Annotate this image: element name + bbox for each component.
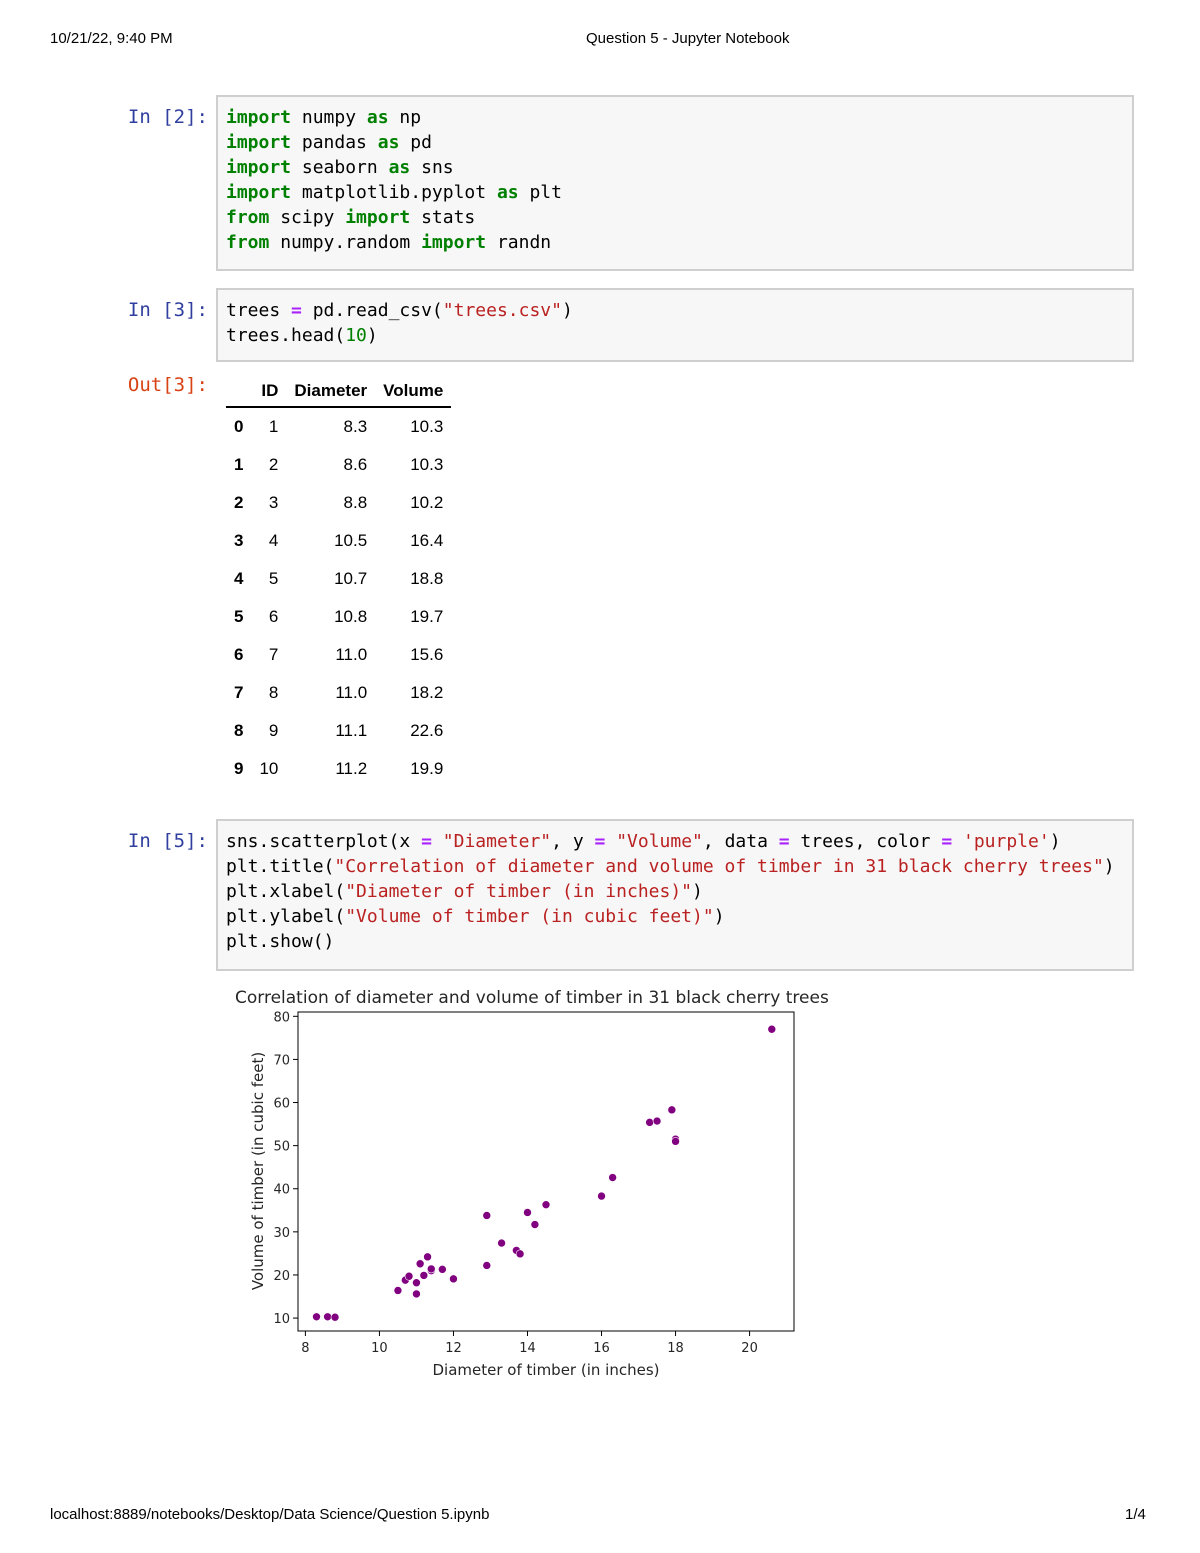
- dataframe-output: [226, 376, 451, 788]
- dataframe-cell: 6: [268, 607, 279, 626]
- scatter-point: [405, 1272, 413, 1280]
- cell-3-prompt: In [5]:: [127, 830, 208, 852]
- scatter-point: [483, 1261, 491, 1269]
- scatter-point: [324, 1313, 332, 1321]
- code-token: as: [496, 182, 519, 203]
- dataframe-row-index: 5: [234, 607, 244, 626]
- code-token: np: [388, 107, 422, 128]
- y-tick-label: 60: [273, 1096, 290, 1112]
- code-token: seaborn: [291, 157, 389, 178]
- code-token: =: [421, 831, 432, 852]
- scatter-point: [768, 1025, 776, 1033]
- code-cell-1-source[interactable]: [218, 97, 1132, 255]
- code-token: stats: [410, 207, 476, 228]
- code-token: "Volume of timber (in cubic feet)": [345, 906, 714, 927]
- code-token: trees, color: [789, 831, 942, 852]
- scatter-point: [646, 1118, 654, 1126]
- scatter-point: [542, 1201, 550, 1209]
- dataframe-cell: 5: [268, 569, 279, 588]
- dataframe-row: [226, 560, 451, 598]
- dataframe-row: [226, 750, 451, 788]
- dataframe-cell: 11.1: [335, 721, 368, 740]
- scatter-point: [498, 1239, 506, 1247]
- code-token: import: [226, 132, 292, 153]
- scatter-point: [412, 1279, 420, 1287]
- code-cell-3[interactable]: [216, 819, 1134, 971]
- code-token: plt.title(: [226, 856, 335, 877]
- code-token: "Diameter": [442, 831, 552, 852]
- scatter-point: [483, 1211, 491, 1219]
- code-token: plt.xlabel(: [226, 881, 346, 902]
- scatter-point: [416, 1260, 424, 1268]
- dataframe-cell: 15.6: [410, 645, 444, 664]
- code-token: numpy: [291, 107, 367, 128]
- print-page-title: Question 5 - Jupyter Notebook: [586, 30, 790, 47]
- code-token: randn: [486, 232, 552, 253]
- code-cell-2-source[interactable]: [218, 290, 1132, 348]
- x-tick-label: 14: [519, 1341, 536, 1356]
- dataframe-cell: 3: [268, 493, 279, 512]
- dataframe-cell: 10.3: [410, 455, 444, 474]
- dataframe-row: [226, 446, 451, 484]
- dataframe-cell: 7: [268, 645, 279, 664]
- dataframe-row-index: 7: [234, 683, 244, 702]
- code-token: matplotlib.pyplot: [291, 182, 497, 203]
- dataframe-cell: 9: [268, 721, 279, 740]
- code-token: "trees.csv": [442, 300, 562, 321]
- dataframe-row: [226, 522, 451, 560]
- code-token: as: [366, 107, 389, 128]
- x-axis-label: Diameter of timber (in inches): [432, 1361, 660, 1379]
- scatter-point: [420, 1271, 428, 1279]
- code-cell-2[interactable]: [216, 288, 1134, 362]
- code-token: pd.read_csv(: [301, 300, 443, 321]
- y-tick-label: 30: [273, 1225, 290, 1241]
- dataframe-cell: 11.2: [335, 759, 368, 778]
- code-token: numpy.random: [269, 232, 422, 253]
- dataframe-column-header: Volume: [383, 381, 444, 400]
- code-token: trees.head(: [226, 325, 346, 346]
- code-token: ): [713, 906, 725, 927]
- code-token: scipy: [269, 207, 346, 228]
- output-prompt: Out[3]:: [127, 374, 208, 396]
- scatter-point: [609, 1174, 617, 1182]
- code-token: [605, 831, 616, 852]
- code-token: import: [226, 157, 292, 178]
- code-token: "Diameter of timber (in inches)": [345, 881, 692, 902]
- code-token: ): [366, 325, 378, 346]
- y-tick-label: 50: [273, 1139, 290, 1155]
- y-tick-label: 20: [273, 1268, 290, 1284]
- scatter-chart: [230, 980, 850, 1380]
- code-token: import: [226, 182, 292, 203]
- dataframe-cell: 16.4: [410, 531, 444, 550]
- y-axis-ticks: [273, 1010, 298, 1327]
- dataframe-cell: 2: [268, 455, 279, 474]
- code-token: import: [345, 207, 411, 228]
- dataframe-cell: 18.2: [410, 683, 444, 702]
- dataframe-cell: 19.7: [410, 607, 444, 626]
- code-token: ): [1049, 831, 1061, 852]
- dataframe-cell: 8.8: [343, 493, 368, 512]
- dataframe-column-header: [226, 376, 251, 407]
- dataframe-row-index: 2: [234, 493, 244, 512]
- dataframe-row-index: 0: [234, 417, 244, 436]
- dataframe-cell: 4: [268, 531, 279, 550]
- scatter-point: [331, 1313, 339, 1321]
- code-token: trees: [226, 300, 292, 321]
- scatter-point: [598, 1192, 606, 1200]
- y-axis-label: Volume of timber (in cubic feet): [249, 1051, 267, 1291]
- dataframe-cell: 8: [268, 683, 279, 702]
- code-token: as: [377, 132, 400, 153]
- x-tick-label: 20: [741, 1341, 758, 1356]
- dataframe-cell: 10.2: [410, 493, 444, 512]
- code-token: =: [291, 300, 302, 321]
- dataframe-column-header: Diameter: [294, 381, 368, 400]
- dataframe-row: [226, 484, 451, 522]
- code-token: pd: [399, 132, 432, 153]
- scatter-point: [516, 1250, 524, 1258]
- dataframe-row-index: 1: [234, 455, 244, 474]
- x-tick-label: 16: [593, 1341, 610, 1356]
- dataframe-cell: 8.6: [343, 455, 368, 474]
- code-cell-3-source[interactable]: [218, 821, 1132, 954]
- dataframe-body: [226, 407, 451, 788]
- code-cell-1[interactable]: [216, 95, 1134, 271]
- dataframe-cell: 8.3: [343, 417, 368, 436]
- dataframe-row: [226, 674, 451, 712]
- scatter-point: [427, 1265, 435, 1273]
- y-tick-label: 40: [273, 1182, 290, 1198]
- cell-1-prompt: In [2]:: [127, 106, 208, 128]
- dataframe-row: [226, 598, 451, 636]
- plot-area-frame: [298, 1012, 794, 1331]
- scatter-point: [653, 1117, 661, 1125]
- scatter-point: [668, 1106, 676, 1114]
- code-token: 10: [345, 325, 367, 346]
- code-token: , data: [702, 831, 779, 852]
- scatter-point: [394, 1286, 402, 1294]
- dataframe-row-index: 3: [234, 531, 244, 550]
- dataframe-row-index: 6: [234, 645, 244, 664]
- code-token: =: [778, 831, 790, 852]
- code-token: , y: [551, 831, 595, 852]
- x-tick-label: 10: [371, 1341, 388, 1356]
- dataframe-cell: 19.9: [410, 759, 444, 778]
- code-token: ): [561, 300, 573, 321]
- dataframe-row-index: 4: [234, 569, 244, 588]
- dataframe-header-row: [226, 376, 451, 407]
- y-tick-label: 80: [273, 1010, 290, 1026]
- code-token: plt.show(): [226, 931, 335, 952]
- scatter-point: [313, 1313, 321, 1321]
- x-axis-ticks: [301, 1331, 758, 1356]
- code-token: [432, 831, 443, 852]
- dataframe-cell: 10.5: [334, 531, 368, 550]
- code-token: "Volume": [616, 831, 703, 852]
- y-tick-label: 70: [273, 1053, 290, 1069]
- code-token: plt: [518, 182, 562, 203]
- dataframe-column-header: ID: [261, 381, 279, 400]
- y-tick-label: 10: [273, 1312, 290, 1328]
- dataframe-row: [226, 407, 451, 446]
- code-token: 'purple': [963, 831, 1050, 852]
- scatter-point: [449, 1275, 457, 1283]
- code-token: from: [226, 232, 270, 253]
- code-token: =: [941, 831, 953, 852]
- code-token: from: [226, 207, 270, 228]
- scatter-point: [523, 1208, 531, 1216]
- dataframe-cell: 18.8: [410, 569, 444, 588]
- code-token: sns.scatterplot(x: [226, 831, 422, 852]
- code-token: sns: [410, 157, 454, 178]
- x-tick-label: 12: [445, 1341, 462, 1356]
- print-url: localhost:8889/notebooks/Desktop/Data Science/Question 5.ipynb: [50, 1506, 490, 1523]
- scatter-point: [424, 1253, 432, 1261]
- code-token: "Correlation of diameter and volume of timber in 31 black cherry trees": [334, 856, 1104, 877]
- dataframe-cell: 11.0: [335, 645, 368, 664]
- code-token: ): [692, 881, 703, 902]
- code-token: import: [226, 107, 292, 128]
- scatter-point: [531, 1221, 539, 1229]
- print-page-number: 1/4: [1125, 1506, 1146, 1523]
- scatter-point: [412, 1290, 420, 1298]
- dataframe-row: [226, 636, 451, 674]
- scatter-points: [313, 1025, 776, 1321]
- dataframe-row-index: 8: [234, 721, 244, 740]
- chart-title: Correlation of diameter and volume of timber in 31 black cherry trees: [235, 988, 829, 1008]
- dataframe-cell: 10.8: [334, 607, 368, 626]
- code-token: import: [421, 232, 487, 253]
- scatter-point: [672, 1137, 680, 1145]
- print-datetime: 10/21/22, 9:40 PM: [50, 30, 173, 47]
- cell-2-prompt: In [3]:: [127, 299, 208, 321]
- dataframe-cell: 22.6: [410, 721, 444, 740]
- dataframe-row-index: 9: [234, 759, 244, 778]
- scatter-point: [438, 1265, 446, 1273]
- dataframe-cell: 10.7: [334, 569, 368, 588]
- x-tick-label: 18: [667, 1341, 684, 1356]
- dataframe-cell: 1: [268, 417, 279, 436]
- dataframe-cell: 10.3: [410, 417, 444, 436]
- dataframe-row: [226, 712, 451, 750]
- code-token: [952, 831, 963, 852]
- dataframe-cell: 11.0: [335, 683, 368, 702]
- code-token: plt.ylabel(: [226, 906, 346, 927]
- x-tick-label: 8: [301, 1341, 310, 1356]
- code-token: pandas: [291, 132, 378, 153]
- code-token: as: [388, 157, 411, 178]
- code-token: ): [1103, 856, 1115, 877]
- code-token: =: [594, 831, 606, 852]
- dataframe-cell: 10: [259, 759, 279, 778]
